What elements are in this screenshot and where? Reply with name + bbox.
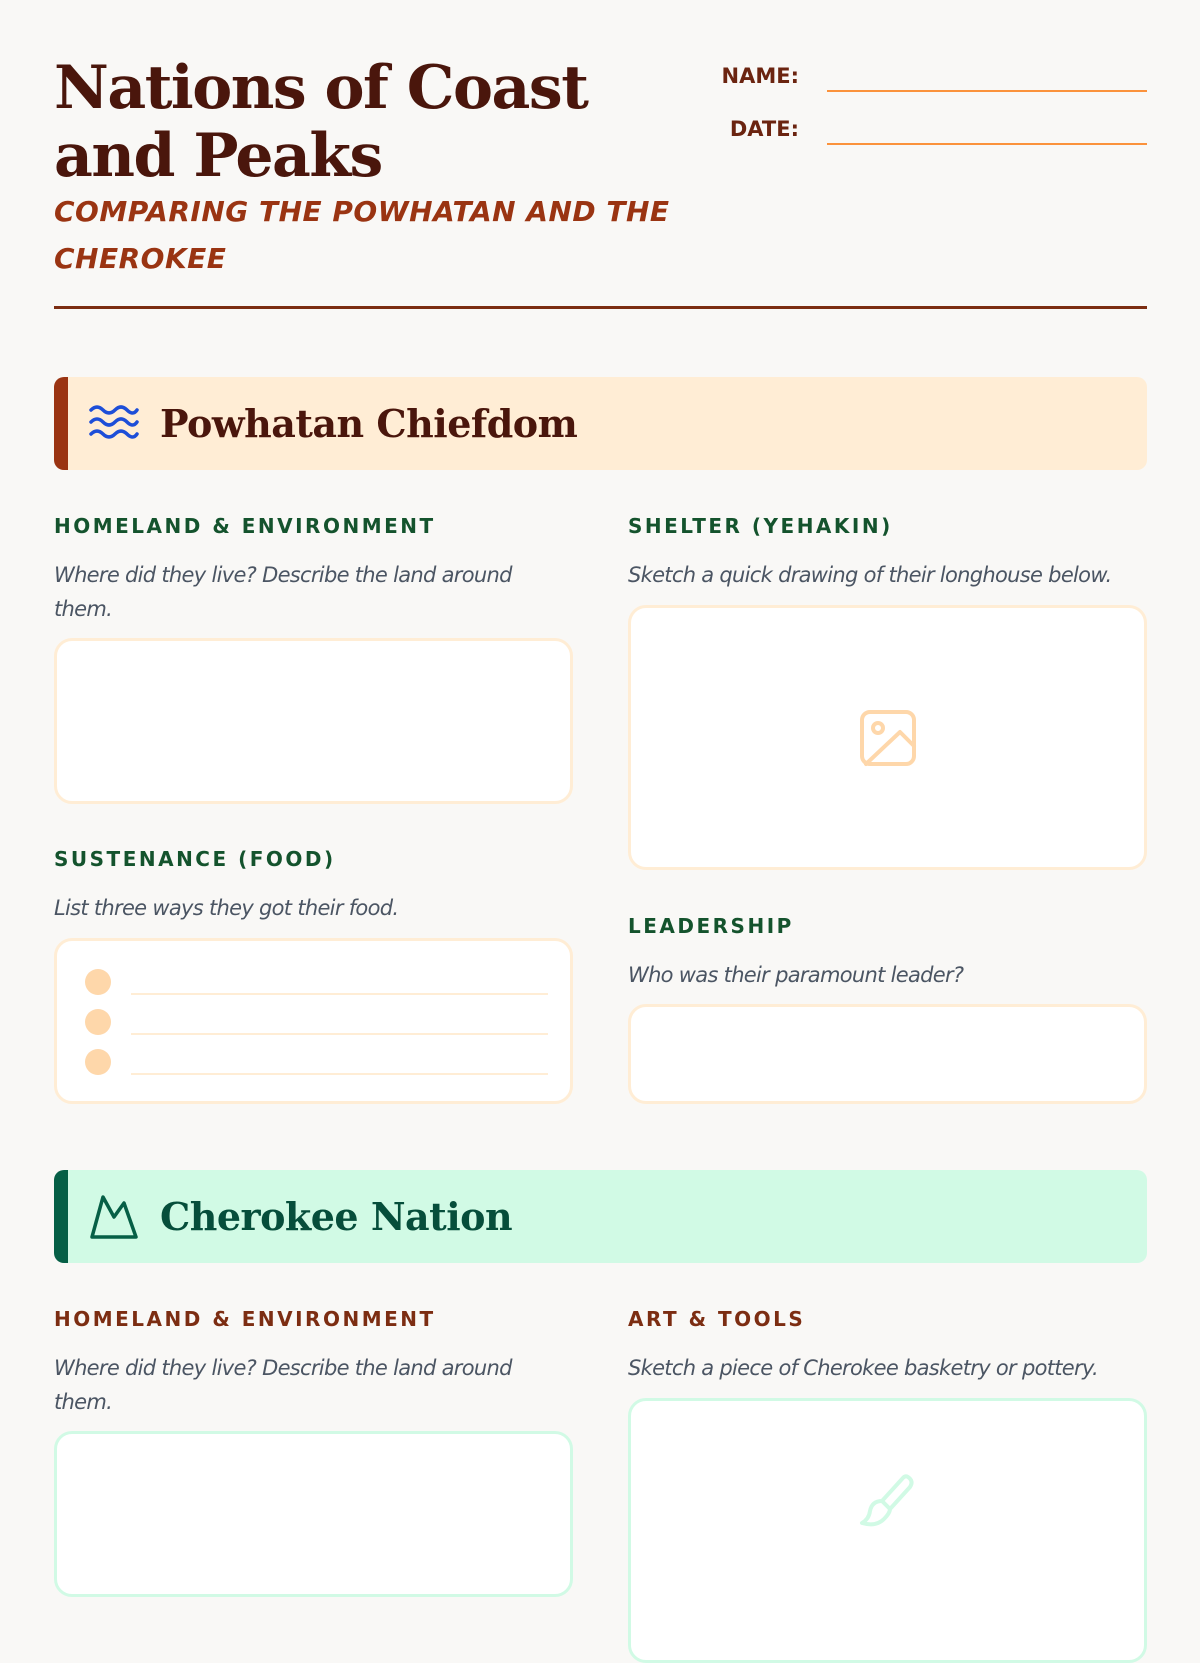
date-label: DATE:	[729, 117, 799, 141]
powhatan-leadership-label: LEADERSHIP	[628, 914, 794, 938]
powhatan-leadership-answer-box[interactable]	[628, 1004, 1147, 1104]
powhatan-shelter-sketch-box[interactable]	[628, 605, 1147, 870]
cherokee-art-tools-sketch-box[interactable]	[628, 1398, 1147, 1663]
powhatan-sustenance-label: SUSTENANCE (FOOD)	[54, 847, 336, 871]
cherokee-art-tools-label: ART & TOOLS	[628, 1307, 806, 1331]
powhatan-homeland-answer-box[interactable]	[54, 638, 573, 804]
header-divider	[54, 306, 1147, 309]
powhatan-shelter-label: SHELTER (YEHAKIN)	[628, 514, 893, 538]
answer-line[interactable]	[131, 1073, 548, 1075]
bullet-dot	[85, 1049, 111, 1075]
page-subtitle: COMPARING THE POWHATAN AND THE CHEROKEE	[54, 195, 670, 275]
answer-line[interactable]	[131, 993, 548, 995]
list-item	[85, 969, 548, 997]
page-title: Nations of Coast and Peaks	[54, 53, 588, 191]
waves-icon	[88, 398, 140, 450]
powhatan-sustenance-list-box	[54, 938, 573, 1104]
cherokee-title: Cherokee Nation	[160, 1194, 513, 1239]
list-item	[85, 1009, 548, 1037]
date-row	[707, 111, 1147, 151]
powhatan-homeland-hint: Where did they live? Describe the land around them.	[54, 563, 512, 621]
cherokee-homeland-answer-box[interactable]	[54, 1431, 573, 1597]
name-row	[707, 58, 1147, 98]
answer-line[interactable]	[131, 1033, 548, 1035]
list-item	[85, 1049, 548, 1077]
bullet-dot	[85, 969, 111, 995]
powhatan-homeland-label: HOMELAND & ENVIRONMENT	[54, 514, 436, 538]
cherokee-section-header	[54, 1170, 1147, 1263]
powhatan-leadership-hint: Who was their paramount leader?	[628, 963, 964, 987]
powhatan-shelter-hint: Sketch a quick drawing of their longhouse below.	[628, 563, 1112, 587]
image-icon	[858, 708, 918, 768]
paintbrush-icon	[858, 1471, 918, 1531]
name-field[interactable]	[827, 90, 1147, 92]
date-field[interactable]	[827, 143, 1147, 145]
cherokee-homeland-hint: Where did they live? Describe the land around them.	[54, 1356, 512, 1414]
bullet-dot	[85, 1009, 111, 1035]
powhatan-title: Powhatan Chiefdom	[160, 401, 578, 446]
powhatan-sustenance-hint: List three ways they got their food.	[54, 896, 399, 920]
cherokee-art-tools-hint: Sketch a piece of Cherokee basketry or pottery.	[628, 1356, 1099, 1380]
name-label: NAME:	[721, 64, 799, 88]
mountain-icon	[88, 1191, 140, 1243]
cherokee-homeland-label: HOMELAND & ENVIRONMENT	[54, 1307, 436, 1331]
powhatan-section-header	[54, 377, 1147, 470]
